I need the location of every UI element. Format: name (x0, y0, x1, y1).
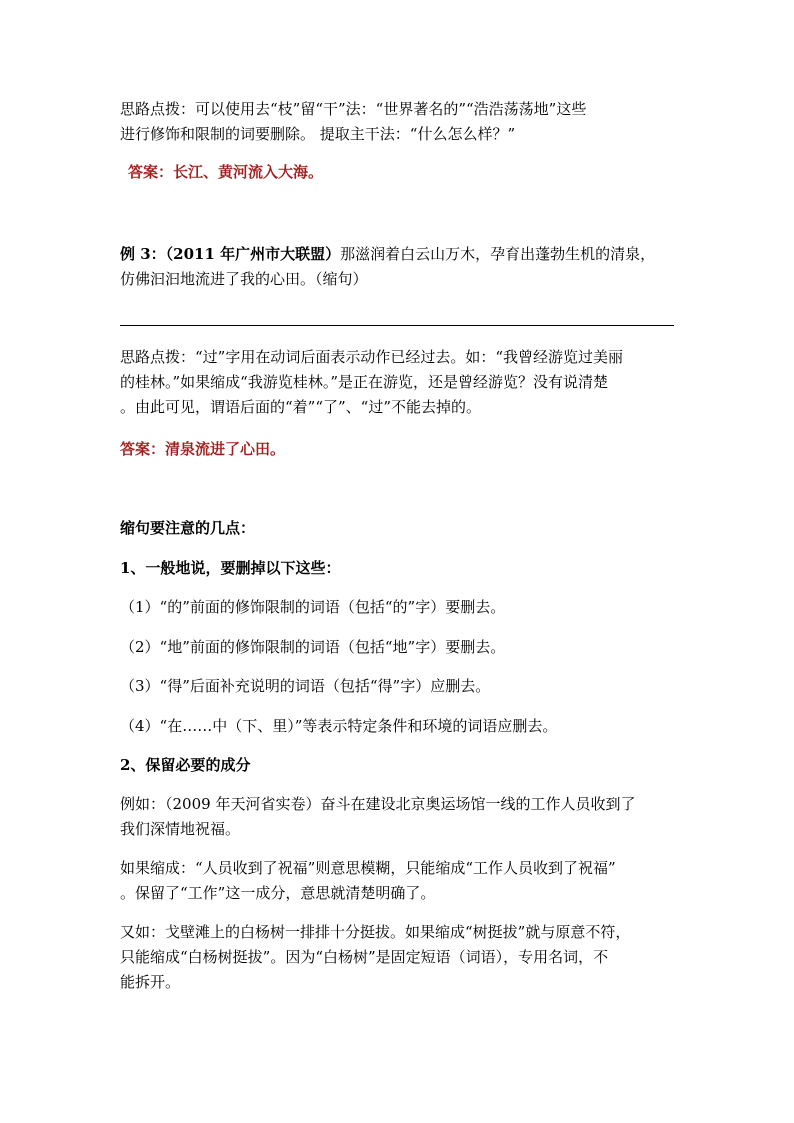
answer-1: 答案：长江、黄河流入大海。 (128, 163, 324, 181)
point-2-title: 2、保留必要的成分 (120, 756, 251, 774)
answer-blank-line (120, 325, 674, 326)
point-2-another-line-1: 又如：戈壁滩上的白杨树一排排十分挺拔。如果缩成“树挺拔”就与原意不符， (120, 923, 631, 941)
notes-heading: 缩句要注意的几点： (120, 519, 256, 537)
hint-1 (120, 97, 690, 147)
hint-3 (120, 345, 690, 420)
hint-1-line-1: 思路点拨：可以使用去“枝”留“干”法：“世界著名的”“浩浩荡荡地”这些 (120, 100, 587, 118)
point-1-item-2: （2）“地”前面的修饰限制的词语（包括“地”字）要删去。 (120, 638, 506, 656)
point-1-item-1: （1）“的”前面的修饰限制的词语（包括“的”字）要删去。 (120, 598, 506, 616)
point-2-example-line-2: 我们深情地祝福。 (120, 820, 241, 838)
point-2-explain-line-1: 如果缩成：“人员收到了祝福”则意思模糊，只能缩成“工作人员收到了祝福” (120, 859, 616, 877)
example-3-line-2: 仿佛汩汩地流进了我的心田。（缩句） (120, 270, 368, 288)
example-3-line-1 (120, 242, 690, 267)
hint-3-line-2: 的桂林。”如果缩成“我游览桂林。”是正在游览，还是曾经游览？没有说清楚 (120, 373, 609, 391)
point-1-title: 1、一般地说，要删掉以下这些： (120, 559, 341, 577)
example-3-text: 那滋润着白云山万木，孕育出蓬勃生机的清泉， (340, 245, 656, 263)
example-3-source: （2011 年广州市大联盟） (165, 245, 341, 263)
example-3 (120, 242, 690, 292)
point-2-explain-line-2: 。保留了“工作”这一成分，意思就清楚明确了。 (120, 884, 436, 902)
hint-3-line-1: 思路点拨：“过”字用在动词后面表示动作已经过去。如：“我曾经游览过美丽 (120, 348, 624, 366)
example-3-label: 例 3： (120, 245, 166, 263)
point-2-explain (120, 856, 690, 906)
point-1-item-4: （4）“在……中（下、里）”等表示特定条件和环境的词语应删去。 (120, 717, 558, 735)
point-1-item-3: （3）“得”后面补充说明的词语（包括“得”字）应删去。 (120, 677, 491, 695)
point-2-example-line-1: 例如：（2009 年天河省实卷）奋斗在建设北京奥运场馆一线的工作人员收到了 (120, 795, 636, 813)
point-2-another-line-3: 能拆开。 (120, 973, 181, 991)
point-2-another (120, 920, 690, 995)
hint-1-line-2: 进行修饰和限制的词要删除。 提取主干法：“什么怎么样？” (120, 125, 516, 143)
point-2-example (120, 792, 690, 842)
point-2-another-line-2: 只能缩成“白杨树挺拔”。因为“白杨树”是固定短语（词语），专用名词，不 (120, 948, 609, 966)
hint-3-line-3: 。由此可见，谓语后面的“着”“了”、“过”不能去掉的。 (120, 398, 482, 416)
answer-3: 答案：清泉流进了心田。 (120, 440, 286, 458)
